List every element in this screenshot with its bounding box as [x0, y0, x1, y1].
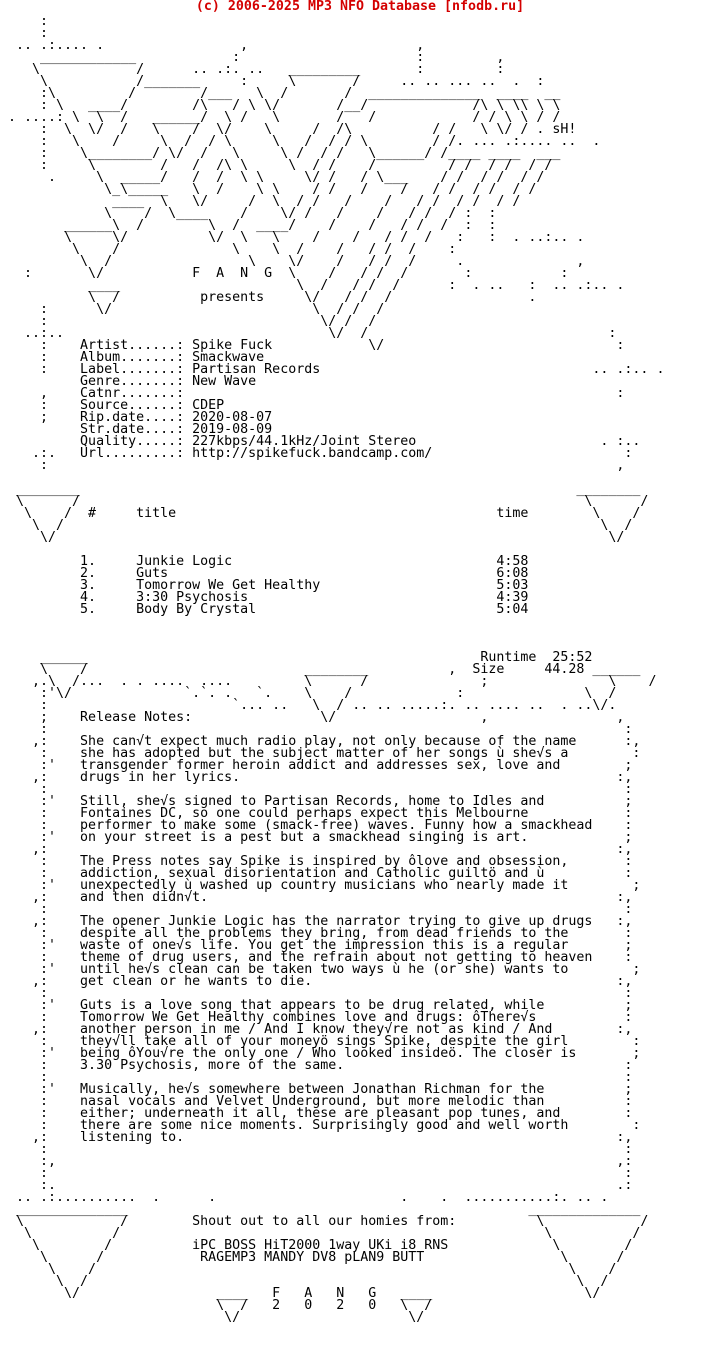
nfo-line: ______\ / \ / ____/ / / / / / : :	[0, 218, 497, 233]
nfo-line: ,.\ /... . . .... .... \ / ; \ /	[0, 674, 657, 689]
nfo-line: \ / \ \/ / / / / . ,	[0, 254, 585, 269]
nfo-line: :' Musically, he√s somewhere between Jonathan Richman for the ;	[0, 1082, 633, 1097]
nfo-line: ..:.. \/ / :	[0, 326, 617, 341]
nfo-line: : Fontaines DC, so one could perhaps expect this Melbourne :	[0, 806, 633, 821]
nfo-line: 1. Junkie Logic 4:58	[0, 554, 529, 569]
nfo-line: ____________ : : ,	[0, 50, 505, 65]
nfo-line: : The Press notes say Spike is inspired by ôlove and obsession, :	[0, 854, 633, 869]
nfo-line: ; Release Notes: \/ , ,	[0, 710, 625, 725]
nfo-line: :' Guts is a love song that appears to be drug related, while ;	[0, 998, 633, 1013]
nfo-line: :	[0, 14, 49, 29]
nfo-line: ____ \ / / / / : . .. : .. .:.. .	[0, 278, 625, 293]
nfo-line: : \ / / /\ \ \ / / / / / / / / /	[0, 158, 553, 173]
nfo-line: 3. Tomorrow We Get Healthy 5:03	[0, 578, 529, 593]
nfo-line: :'\/ `.`. . `. \ / : \ /	[0, 686, 617, 701]
nfo-line: :' transgender former heroin addict and addresses sex, love and ;	[0, 758, 633, 773]
nfo-line: : Album.......: Smackwave	[0, 350, 265, 365]
nfo-line: :' until he√s clean can be taken two ways ù he (or she) wants to ;	[0, 962, 641, 977]
nfo-line: \ /_______ : \ / .. .. ... .. . :	[0, 74, 545, 89]
nfo-line: : \ / \ / / \ \ / / / \ / /. ... .:.... .. .	[0, 134, 601, 149]
nfo-line: \ / .. .:. .. _________ : :	[0, 62, 505, 77]
nfo-line: : she has adopted but the subject matter of her songs ù she√s a :	[0, 746, 641, 761]
nfo-line: \ / 2 0 2 0 \ /	[0, 1298, 433, 1313]
nfo-line: : `... .. \ / .. .. .....:. .. .... .. . ..\/.	[0, 698, 617, 713]
nfo-line: \ / \ /	[0, 494, 649, 509]
nfo-line: : Source......: CDEP	[0, 398, 225, 413]
nfo-line: ,: another person in me / And I know they√re not as kind / And :,	[0, 1022, 633, 1037]
nfo-line: : :	[0, 902, 633, 917]
nfo-line: \ / \ /	[0, 1226, 641, 1241]
nfo-line: Quality.....: 227kbps/44.1kHz/Joint Stereo . :..	[0, 434, 641, 449]
nfo-line: \ / \ /	[0, 1274, 609, 1289]
nfo-line: : \________/ \/ / \ \ / / / \______/ /____ ____ ___	[0, 146, 561, 161]
nfo-line: ,: She can√t expect much radio play, not only because of the name :,	[0, 734, 641, 749]
nfo-line: \ / \____ / \/ / / / / / / : :	[0, 206, 497, 221]
nfo-line: \ / Shout out to all our homies from: \ /	[0, 1214, 649, 1229]
nfo-line: : nasal vocals and Velvet Underground, but more melodic than :	[0, 1094, 633, 1109]
nfo-line: : despite all the problems they bring, from dead friends to the :	[0, 926, 633, 941]
nfo-line: \ / \ \ / / / / / :	[0, 242, 457, 257]
nfo-line: \ / # title time \ /	[0, 506, 641, 521]
nfo-line: : ,	[0, 458, 625, 473]
nfo-line: \/ \/	[0, 1310, 425, 1325]
nfo-line: . ....: \ \ / ______/ \ / \ / / / / \ \ / /	[0, 110, 561, 125]
nfo-line: \ / iPC BOSS HiT2000 1way UKi i8 RNS \ /	[0, 1238, 633, 1253]
nfo-line: : :	[0, 986, 633, 1001]
nfo-line: : :	[0, 1166, 633, 1181]
nfo-line: ______ Runtime 25:52	[0, 650, 593, 665]
nfo-line: ,: The opener Junkie Logic has the narrator trying to give up drugs :,	[0, 914, 633, 929]
nfo-line: :' Still, she√s signed to Partisan Records, home to Idles and ;	[0, 794, 633, 809]
nfo-line: : :	[0, 1142, 633, 1157]
nfo-line: \_\_____ \ / \ \ / / / / / / / / / /	[0, 182, 537, 197]
nfo-line: .. .:.... . , ,	[0, 38, 425, 53]
nfo-line: ____ \ \/ / \ / / / / / / / / / /	[0, 194, 521, 209]
nfo-line: .. .:.......... . . . . ...........:. .. .	[0, 1190, 609, 1205]
nfo-line: \ / presents \/ / / / .	[0, 290, 537, 305]
nfo-line: :. .:	[0, 1178, 633, 1193]
nfo-line: : Label.......: Partisan Records .. .:.. .	[0, 362, 665, 377]
nfo-line: ________ ________	[0, 482, 641, 497]
nfo-line: \/ \/	[0, 530, 625, 545]
site-header: (c) 2006-2025 MP3 NFO Database [nfodb.ru]	[195, 0, 525, 14]
nfo-line: : 3.30 Psychosis, more of the same. :	[0, 1058, 633, 1073]
nfo-line: \ / RAGEMP3 MANDY DV8 pLAN9 BUTT \ /	[0, 1250, 625, 1265]
nfo-line: ,: :,	[0, 842, 633, 857]
nfo-line: : \ \/ / \ / \/ \ / /\ / / \ \/ / . sH!	[0, 122, 577, 137]
nfo-line: \/ ____ F A N G ____ \/	[0, 1286, 601, 1301]
nfo-line: :	[0, 26, 49, 41]
nfo-line: ______________ ______________	[0, 1202, 641, 1217]
nfo-line: :' on your street is a pest but a smackhead singing is art. ;	[0, 830, 633, 845]
nfo-line: :' unexpectedly ù washed up country musicians who nearly made it ;	[0, 878, 641, 893]
nfo-line: : performer to make some (smack-free) waves. Funny how a smackhead :	[0, 818, 633, 833]
nfo-line: :' waste of one√s life. You get the impression this is a regular ;	[0, 938, 633, 953]
nfo-line: Genre.......: New Wave	[0, 374, 257, 389]
nfo-line: ,: get clean or he wants to die. :,	[0, 974, 633, 989]
nfo-line: \ / \ /	[0, 1262, 617, 1277]
nfo-line: .:. Url.........: http://spikefuck.bandcamp.com/ :	[0, 446, 633, 461]
nfo-line: : theme of drug users, and the refrain about not getting to heaven :	[0, 950, 633, 965]
nfo-line: ; Rip.date....: 2020-08-07	[0, 410, 273, 425]
nfo-line: : \/ F A N G \ / / / / : :	[0, 266, 569, 281]
nfo-line: : \/ \ / / /	[0, 302, 385, 317]
nfo-line: : :	[0, 1070, 633, 1085]
nfo-line: , Catnr.......: :	[0, 386, 625, 401]
nfo-line: \ \/ \/ \ \ / / / / / : : . ..:.. .	[0, 230, 585, 245]
nfo-line: : Artist......: Spike Fuck \/ :	[0, 338, 625, 353]
nfo-line: 4. 3:30 Psychosis 4:39	[0, 590, 529, 605]
nfo-line: Str.date....: 2019-08-09	[0, 422, 273, 437]
nfo-line: 2. Guts 6:08	[0, 566, 529, 581]
nfo-line: 5. Body By Crystal 5:04	[0, 602, 529, 617]
nfo-line: : \/ / /	[0, 314, 377, 329]
nfo-line: : :	[0, 782, 633, 797]
nfo-line: ,: and then didn√t. :,	[0, 890, 633, 905]
nfo-line: . \ _____/ / / \ \ \/ / / \___ / / / / / /	[0, 170, 545, 185]
nfo-line: :, ,:	[0, 1154, 633, 1169]
nfo-line: :' being ôYou√re the only one / Who looked insideö. The closer is ;	[0, 1046, 641, 1061]
nfo-line: \ / ________ , Size 44.28 ______	[0, 662, 641, 677]
nfo-line: : they√ll take all of your moneyö sings Spike, despite the girl :	[0, 1034, 641, 1049]
nfo-line: : \ ____/ /\ / \ \/ /__/ /\ \ \\ \ \	[0, 98, 561, 113]
nfo-line: : addiction, sexual disorientation and Catholic guiltö and ù :	[0, 866, 633, 881]
nfo-line: ,: listening to. :,	[0, 1130, 633, 1145]
nfo-line: : Tomorrow We Get Healthy combines love and drugs: ôThere√s :	[0, 1010, 633, 1025]
nfo-line: : :	[0, 722, 633, 737]
nfo-line: : either; underneath it all, these are pleasant pop tunes, and :	[0, 1106, 633, 1121]
nfo-line: \ / \ /	[0, 518, 633, 533]
nfo-line: ,: drugs in her lyrics. :,	[0, 770, 633, 785]
nfo-line: : there are some nice moments. Surprisingly good and well worth :	[0, 1118, 641, 1133]
nfo-line: :\ / /___ \ / / ______________ ____ __	[0, 86, 561, 101]
